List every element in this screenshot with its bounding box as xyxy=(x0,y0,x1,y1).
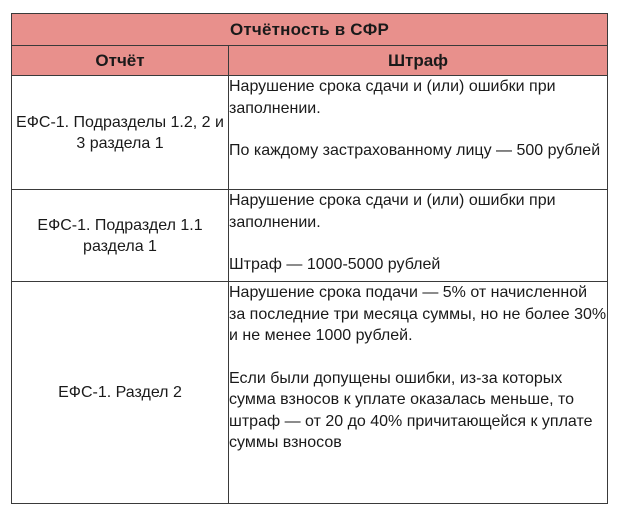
title-row xyxy=(12,14,608,46)
fine-paragraph: Нарушение срока сдачи и (или) ошибки при заполнении. xyxy=(229,78,556,117)
fine-cell xyxy=(229,76,608,190)
table-row xyxy=(12,190,608,282)
fine-paragraph: Нарушение срока сдачи и (или) ошибки при заполнении. xyxy=(229,192,556,231)
column-header-fine: Штраф xyxy=(229,46,608,76)
fine-paragraph: Нарушение срока подачи — 5% от начисленной за последние три месяца суммы, но не более 30% и не менее 1000 рублей. xyxy=(229,284,607,344)
column-header-report: Отчёт xyxy=(12,46,229,76)
fine-paragraph: Если были допущены ошибки, из-за которых сумма взносов к уплате оказалась меньше, то штраф — от 20 до 40% причитающейся к уплате суммы взносов xyxy=(229,369,593,451)
report-cell: ЕФС-1. Подраздел 1.1 раздела 1 xyxy=(12,190,229,282)
table-row xyxy=(12,76,608,190)
table-row xyxy=(12,282,608,504)
header-row xyxy=(12,46,608,76)
fine-cell xyxy=(229,190,608,282)
fine-cell xyxy=(229,282,608,504)
fine-paragraph: Штраф — 1000-5000 рублей xyxy=(229,256,441,273)
report-cell: ЕФС-1. Раздел 2 xyxy=(12,282,229,504)
report-cell: ЕФС-1. Подразделы 1.2, 2 и 3 раздела 1 xyxy=(12,76,229,190)
sfr-reporting-table xyxy=(11,13,608,504)
table-title: Отчётность в СФР xyxy=(12,14,608,46)
fine-paragraph: По каждому застрахованному лицу — 500 рублей xyxy=(229,142,601,159)
